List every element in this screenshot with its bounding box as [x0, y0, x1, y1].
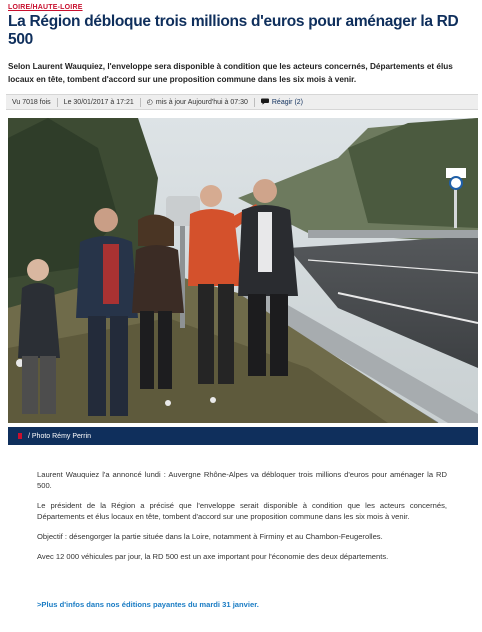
speech-bubble-icon: [261, 98, 269, 107]
photo-caption-bar: [8, 427, 478, 445]
body-paragraph: Laurent Wauquiez l'a annoncé lundi : Auvergne Rhône-Alpes va débloquer trois millions d'euros pour aménager la RD 500.: [37, 470, 447, 491]
caption-marker: [18, 433, 22, 439]
article-photo[interactable]: [8, 118, 478, 423]
react-link[interactable]: Réagir (2): [255, 95, 309, 109]
photo-credit: / Photo Rémy Perrin: [28, 432, 92, 440]
section-kicker[interactable]: LOIRE/HAUTE-LOIRE: [8, 4, 83, 11]
body-paragraph: Le président de la Région a précisé que l'enveloppe serait disponible à condition que les acteurs concernés, Départements et élus locaux en tête, tombent d'accord sur une proposition commune dans les six mois à venir.: [37, 500, 447, 522]
more-info-link[interactable]: >Plus d'infos dans nos éditions payantes du mardi 31 janvier.: [37, 600, 259, 609]
article-body: [37, 469, 447, 570]
article-lead: Selon Laurent Wauquiez, l'enveloppe sera disponible à condition que les acteurs concernés, Départements et élus locaux en tête, tombent d'accord sur une proposition commune dans les six mois à venir.: [8, 62, 453, 84]
clock-icon: ◴: [146, 99, 153, 106]
view-count: Vu 7018 fois: [12, 98, 51, 106]
body-paragraph: Objectif : désengorger la partie située dans la Loire, notamment à Firminy et au Chambon-Feugerolles.: [37, 531, 383, 541]
body-paragraph: Avec 12 000 véhicules par jour, la RD 500 est un axe important pour l'économie des deux départements.: [37, 551, 389, 561]
meta-bar: [6, 94, 478, 110]
article-title: La Région débloque trois millions d'euros pour aménager la RD 500: [8, 13, 459, 48]
publish-date: Le 30/01/2017 à 17:21: [63, 98, 134, 106]
update-date: ◴ mis à jour Aujourd'hui à 07:30: [146, 98, 248, 106]
